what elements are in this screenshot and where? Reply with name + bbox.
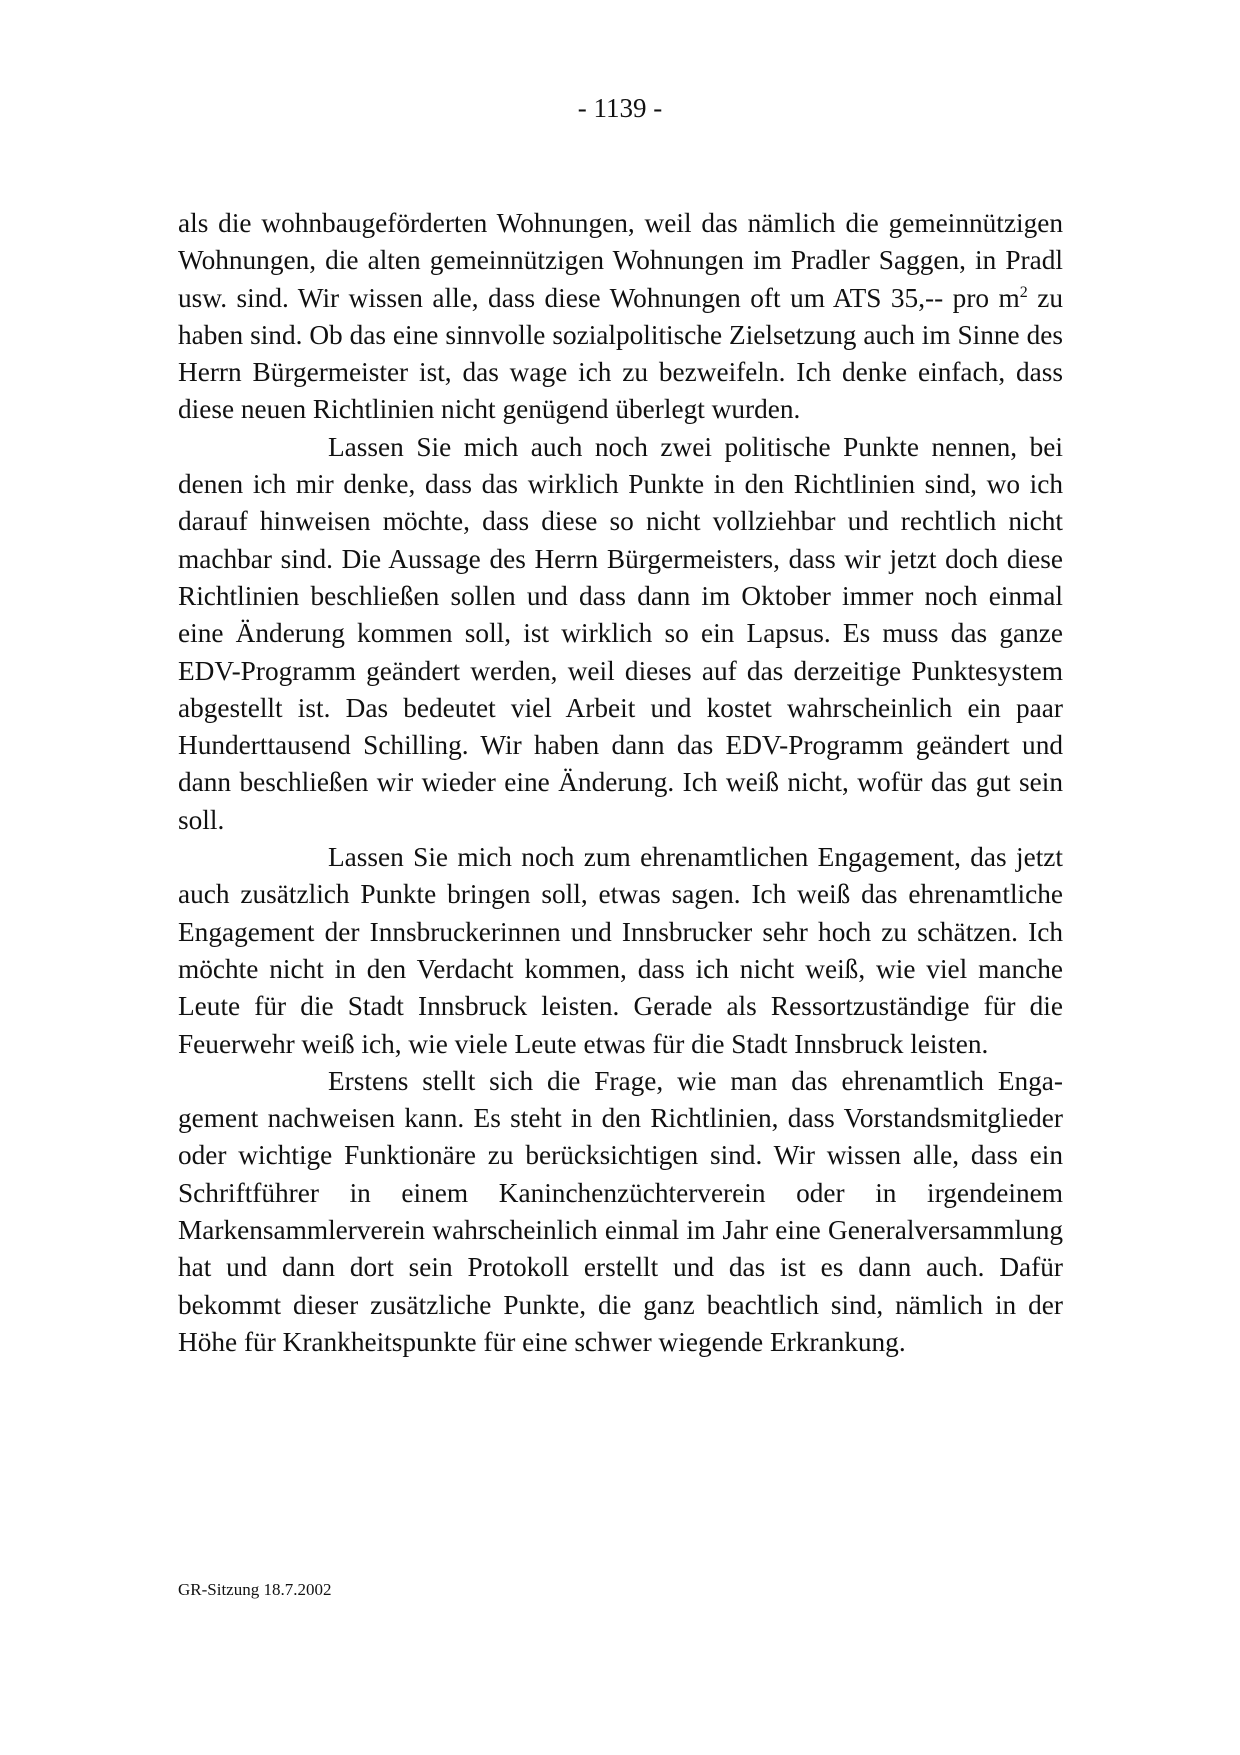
paragraph-2: Lassen Sie mich auch noch zwei politische Punkte nennen, bei denen ich mir denke, dass das wirklich Punkte in den Richtlinien sind, wo ich darauf hinweisen möchte, dass diese so nicht vollziehbar und rechtlich nicht machbar sind. Die Aussage des Herrn Bürgermeisters, dass wir jetzt doch diese Richtlinien beschließen sollen und dass dann im Oktober immer noch einmal eine Änderung kommen soll, ist wirklich so ein Lapsus. Es muss das ganze EDV-Programm geändert werden, weil dieses auf das derzeitige Punktesystem abgestellt ist. Das bedeutet viel Arbeit und kostet wahrscheinlich ein paar Hunderttausend Schilling. Wir haben dann das EDV-Programm geändert und dann beschließen wir wieder eine Änderung. Ich weiß nicht, wofür das gut sein soll. [178,431,1063,835]
paragraph-1 [178,205,1063,429]
paragraph-4: Erstens stellt sich die Frage, wie man das ehrenamtlich Engagement nachweisen kann. Es steht in den Richtlinien, dass Vorstandsmitglieder oder wichtige Funktionäre zu berücksichtigen sind. Wir wissen alle, dass ein Schriftführer in einem Kaninchenzüchterverein oder in irgendeinem Markensammlerverein wahrscheinlich einmal im Jahr eine Generalversammlung hat und dann dort sein Protokoll erstellt und das ist es dann auch. Dafür bekommt dieser zusätzliche Punkte, die ganz beachtlich sind, nämlich in der Höhe für Krankheitspunkte für eine schwer wiegende Erkrankung. [178,1065,1063,1357]
document-body [178,205,1063,1361]
footer-session-date: GR-Sitzung 18.7.2002 [178,1580,332,1599]
paragraph-3: Lassen Sie mich noch zum ehrenamtlichen Engagement, das jetzt auch zusätzlich Punkte bringen soll, etwas sagen. Ich weiß das ehrenamtliche Engagement der Innsbruckerinnen und Innsbrucker sehr hoch zu schätzen. Ich möchte nicht in den Verdacht kommen, dass ich nicht weiß, wie viel manche Leute für die Stadt Innsbruck leisten. Gerade als Ressortzuständige für die Feuerwehr weiß ich, wie viele Leute etwas für die Stadt Innsbruck leisten. [178,842,1063,1059]
paragraph-1-text-a: als die wohnbaugeförderten Wohnungen, weil das nämlich die gemeinnützigen Wohnungen, die alten gemeinnützigen Wohnungen im Pradler Saggen, in Pradl usw. sind. Wir wissen alle, dass diese Wohnungen oft um ATS 35,-- pro m [178,208,1063,313]
page-number: - 1139 - [577,93,663,123]
paragraph-1-text-b: zu haben sind. Ob das eine sinnvolle sozialpolitische Zielsetzung auch im Sinne des Herrn Bürgermeister ist, das wage ich zu bezweifeln. Ich denke einfach, dass diese neuen Richtlinien nicht genügend überlegt wurden. [178,282,1063,425]
superscript-2: 2 [1019,283,1028,301]
